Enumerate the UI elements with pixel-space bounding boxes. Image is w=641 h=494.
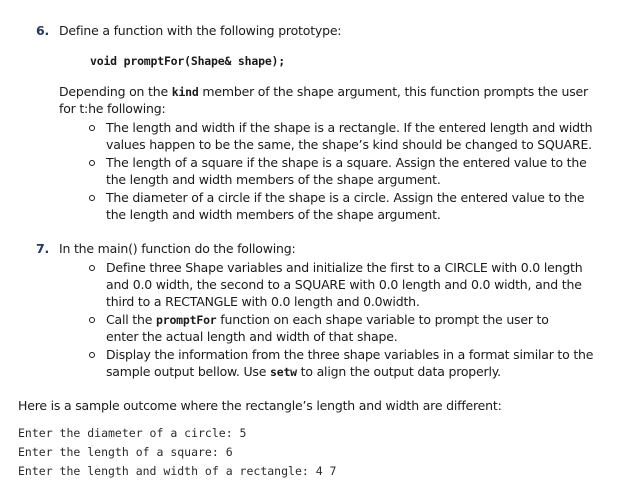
sample-output-line-2: Enter the length of a square: 6 (18, 445, 233, 459)
item-6-intro: Define a function with the following prototype: (59, 23, 342, 38)
paragraph-rest: member of the shape argument, this function prompts the user (198, 84, 588, 99)
item-7-bullet-1-line-3: third to a RECTANGLE with 0.0 length and 0.0width. (106, 294, 420, 309)
item-7-bullet-2-line-1 (106, 311, 549, 329)
item-6-bullet-1-line-2: values happen to be the same, the shape’s kind should be changed to SQUARE. (106, 137, 592, 152)
bullet-2-rest: function on each shape variable to prompt the user to (216, 312, 549, 327)
item-6-bullet-2-line-1: The length of a square if the shape is a square. Assign the entered value to the (106, 155, 587, 170)
bullet-2-prefix: Call the (106, 312, 156, 327)
bullet-3-rest: to align the output data properly. (296, 364, 501, 379)
item-7-bullet-2-line-2: enter the actual length and width of that shape. (106, 329, 398, 344)
bullet-marker (89, 160, 95, 166)
item-6-bullet-1-line-1: The length and width if the shape is a rectangle. If the entered length and width (106, 120, 593, 135)
bullet-marker (89, 265, 95, 271)
promptfor-code: promptFor (156, 313, 217, 327)
item-7-number: 7. (36, 241, 50, 256)
sample-output-line-1: Enter the diameter of a circle: 5 (18, 426, 247, 440)
bullet-marker (89, 317, 95, 323)
item-6-number: 6. (36, 23, 50, 38)
bullet-3-prefix: sample output bellow. Use (106, 364, 270, 379)
item-6-bullet-3-line-1: The diameter of a circle if the shape is a circle. Assign the entered value to the (106, 190, 585, 205)
item-6-bullet-2-line-2: the length and width members of the shape argument. (106, 172, 441, 187)
item-6-bullet-3-line-2: the length and width members of the shape argument. (106, 207, 441, 222)
item-7-bullet-1-line-1: Define three Shape variables and initialize the first to a CIRCLE with 0.0 length (106, 260, 583, 275)
item-6-paragraph-line-2: for t:he following: (59, 101, 166, 116)
kind-code: kind (171, 85, 199, 99)
bullet-marker (89, 195, 95, 201)
item-7-intro: In the main() function do the following: (59, 241, 296, 256)
bullet-marker (89, 352, 95, 358)
item-6-paragraph-line-1 (59, 83, 588, 101)
setw-code: setw (270, 365, 297, 379)
prototype-code: void promptFor(Shape& shape); (90, 54, 285, 68)
item-7-bullet-3-line-2 (106, 363, 501, 381)
item-7-bullet-3-line-1: Display the information from the three shape variables in a format similar to the (106, 347, 594, 362)
paragraph-prefix: Depending on the (59, 84, 172, 99)
sample-intro: Here is a sample outcome where the rectangle’s length and width are different: (18, 398, 502, 413)
item-7-bullet-1-line-2: and 0.0 width, the second to a SQUARE with 0.0 length and 0.0 width, and the (106, 277, 582, 292)
bullet-marker (89, 125, 95, 131)
sample-output-line-3: Enter the length and width of a rectangle: 4 7 (18, 464, 337, 478)
